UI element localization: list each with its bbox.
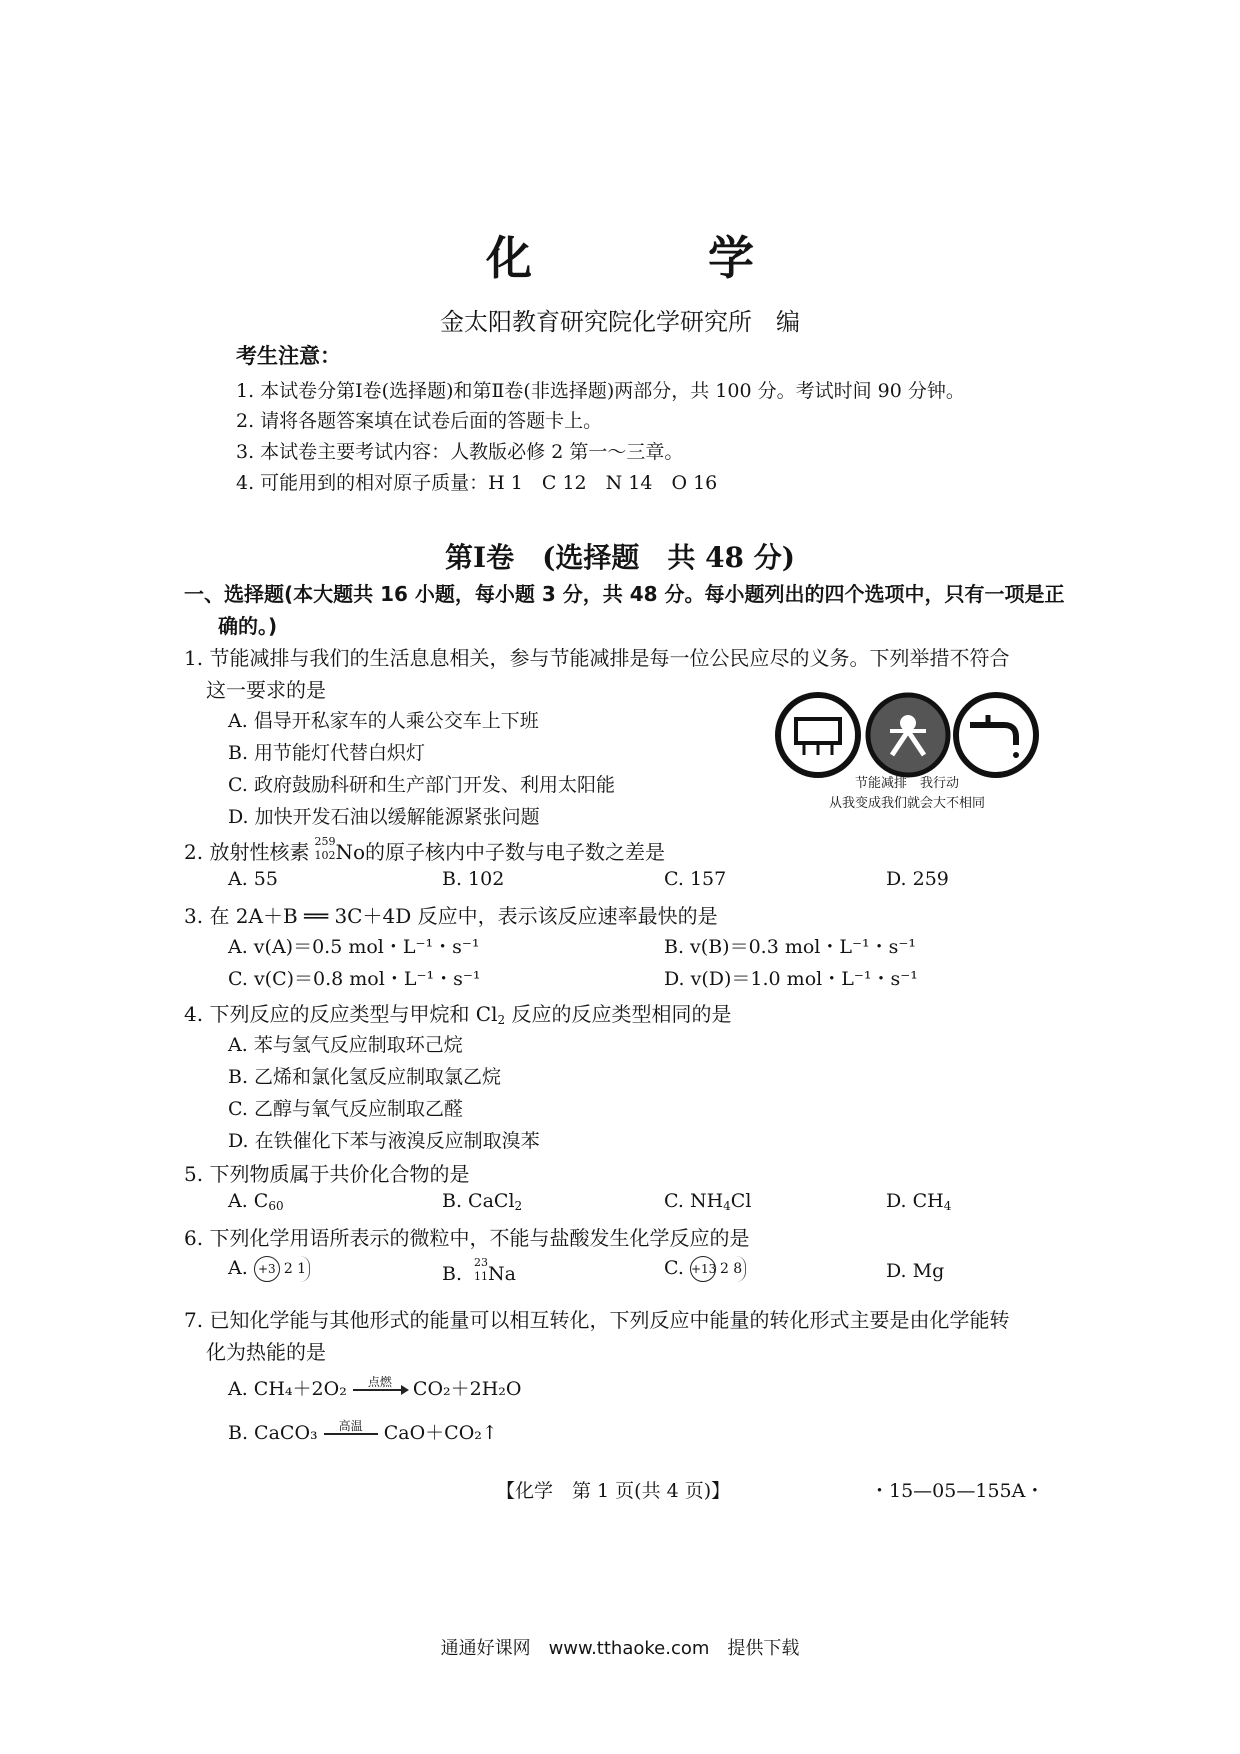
notice-item: 3. 本试卷主要考试内容：人教版必修 2 第一～三章。 — [236, 441, 684, 463]
q2-option-b: B. 102 — [442, 868, 505, 890]
q6-option-b: B. 23 11 Na — [442, 1256, 516, 1285]
q7-option-b: B. CaCO₃ 高温 CaO＋CO₂↑ — [228, 1418, 498, 1449]
q7-option-a: A. CH₄＋2O₂ 点燃 CO₂＋2H₂O — [228, 1374, 522, 1405]
page-title: 化 学 — [485, 231, 834, 285]
q3-option-c: C. v(C)＝0.8 mol・L⁻¹・s⁻¹ — [228, 968, 481, 990]
q4-option-d: D. 在铁催化下苯与液溴反应制取溴苯 — [228, 1130, 540, 1152]
atom-structure-diagram: +13 2 8 — [690, 1256, 746, 1282]
q7-stem: 化为热能的是 — [206, 1340, 326, 1364]
q1-option-c: C. 政府鼓励科研和生产部门开发、利用太阳能 — [228, 774, 615, 796]
q5-option-a: A. $C_{60}$ — [228, 1190, 284, 1213]
q3-stem: 3. 在 2A＋B ══ 3C＋4D 反应中，表示该反应速率最快的是 — [184, 904, 718, 928]
notice-item: 1. 本试卷分第Ⅰ卷(选择题)和第Ⅱ卷(非选择题)两部分，共 100 分。考试时间 90 分钟。 — [236, 380, 965, 402]
q5-stem: 5. 下列物质属于共价化合物的是 — [184, 1162, 470, 1186]
q3-option-a: A. v(A)＝0.5 mol・L⁻¹・s⁻¹ — [228, 936, 480, 958]
nuclide-symbol: 23 11 — [474, 1256, 489, 1283]
q2-stem: 2. 放射性核素 259 102 No的原子核内中子数与电子数之差是 — [184, 835, 665, 864]
notice-heading: 考生注意： — [236, 344, 341, 368]
q5-option-b: B. CaCl$_2$ — [442, 1190, 523, 1213]
paper-code: ・15—05—155A・ — [870, 1480, 1045, 1502]
q3-option-b: B. v(B)＝0.3 mol・L⁻¹・s⁻¹ — [664, 936, 917, 958]
q1-stem: 这一要求的是 — [206, 678, 326, 702]
q7-stem: 7. 已知化学能与其他形式的能量可以相互转化，下列反应中能量的转化形式主要是由化学能转 — [184, 1308, 1010, 1332]
nuclide-symbol: 259 102 — [314, 835, 336, 862]
instruction-line2: 确的。) — [218, 614, 278, 638]
q6-option-a: A. +3 2 1 — [228, 1256, 310, 1282]
q2-option-c: C. 157 — [664, 868, 727, 890]
editor-line: 金太阳教育研究院化学研究所 编 — [440, 308, 800, 336]
q1-option-a: A. 倡导开私家车的人乘公交车上下班 — [228, 710, 539, 732]
q5-option-d: D. $CH_4$ — [886, 1190, 952, 1213]
q6-option-d: D. Mg — [886, 1260, 945, 1282]
q4-option-c: C. 乙醇与氧气反应制取乙醛 — [228, 1098, 463, 1120]
q1-option-b: B. 用节能灯代替白炽灯 — [228, 742, 426, 764]
reaction-arrow: 点燃 — [353, 1375, 407, 1405]
notice-item: 2. 请将各题答案填在试卷后面的答题卡上。 — [236, 410, 603, 432]
q2-option-a: A. 55 — [228, 868, 278, 890]
notice-item: 4. 可能用到的相对原子质量：H 1 C 12 N 14 O 16 — [236, 472, 718, 494]
q2-option-d: D. 259 — [886, 868, 949, 890]
q6-option-c: C. +13 2 8 — [664, 1256, 746, 1282]
logo-caption: 节能减排 我行动 — [854, 776, 959, 791]
plug-icon — [778, 695, 858, 775]
q6-stem: 6. 下列化学用语所表示的微粒中，不能与盐酸发生化学反应的是 — [184, 1226, 750, 1250]
instruction-line1: 一、选择题(本大题共 16 小题，每小题 3 分，共 48 分。每小题列出的四个选项中，只有一项是正 — [184, 582, 1065, 606]
section-title: 第Ⅰ卷 (选择题 共 48 分) — [444, 541, 796, 574]
q3-option-d: D. v(D)＝1.0 mol・L⁻¹・s⁻¹ — [664, 968, 918, 990]
site-watermark: 通通好课网 www.tthaoke.com 提供下载 — [440, 1638, 800, 1659]
q5-option-c: C. $NH_4Cl$ — [664, 1190, 752, 1213]
atom-structure-diagram: +3 2 1 — [254, 1256, 310, 1282]
q4-stem: 4. 下列反应的反应类型与甲烷和 $Cl_2$ 反应的反应类型相同的是 — [184, 1002, 732, 1027]
q1-stem: 1. 节能减排与我们的生活息息相关，参与节能减排是每一位公民应尽的义务。下列举措不符合 — [184, 646, 1010, 670]
q4-option-a: A. 苯与氢气反应制取环己烷 — [228, 1034, 463, 1056]
q1-option-d: D. 加快开发石油以缓解能源紧张问题 — [228, 806, 540, 828]
faucet-icon — [956, 695, 1036, 775]
logo-caption: 从我变成我们就会大不相同 — [828, 796, 985, 811]
reaction-arrow: 高温 — [324, 1419, 378, 1449]
q4-option-b: B. 乙烯和氯化氢反应制取氯乙烷 — [228, 1066, 502, 1088]
page-footer: 【化学 第 1 页(共 4 页)】 — [496, 1480, 731, 1502]
